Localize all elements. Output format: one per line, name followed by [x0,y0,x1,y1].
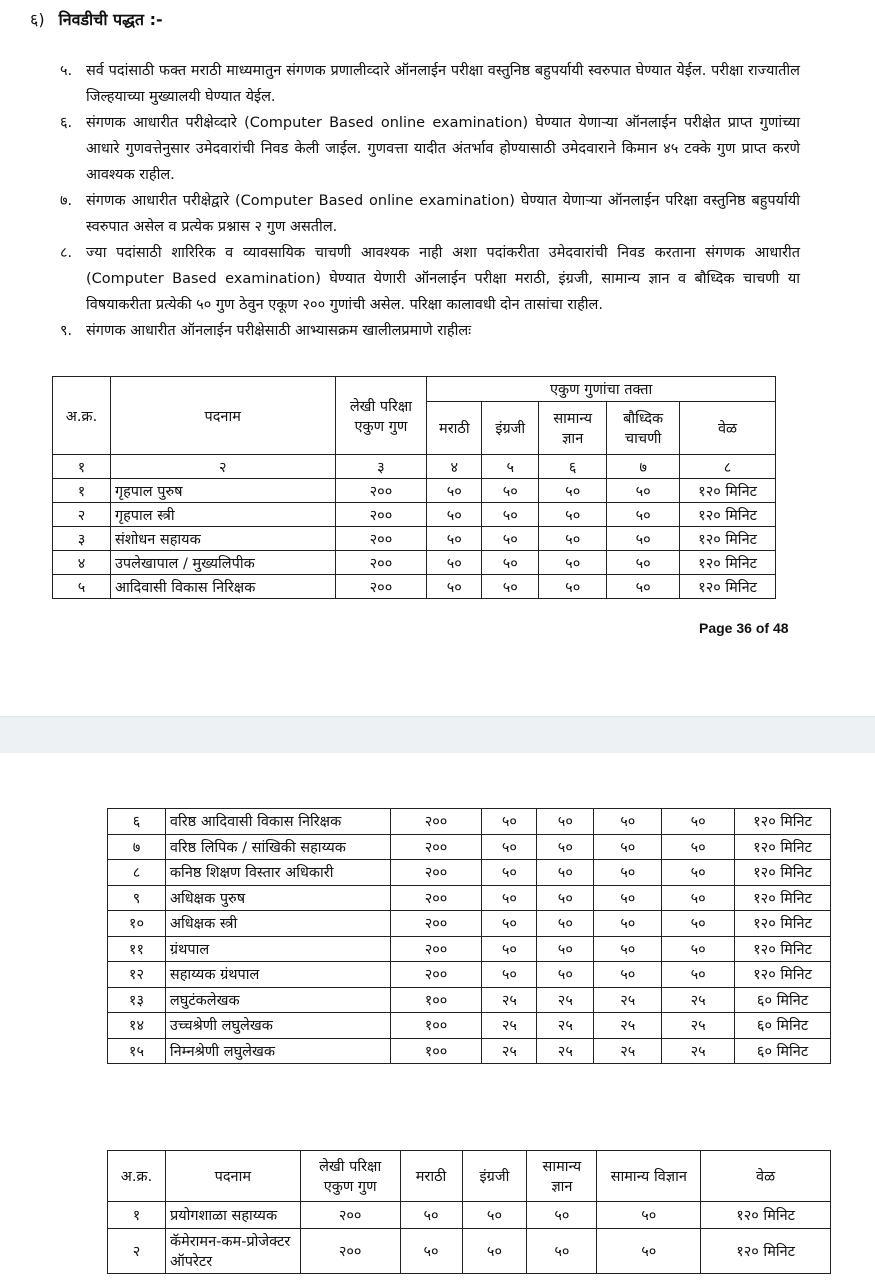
cell: ३ [53,527,111,551]
cell: २५ [662,1013,735,1039]
cell: १२० मिनिट [735,809,831,835]
cell: ५० [482,885,537,911]
header-marathi: मराठी [427,402,482,455]
cell: २०० [335,503,427,527]
header-gk: सामान्य ज्ञान [527,1151,597,1202]
cell: ५० [482,479,539,503]
table-row [108,809,831,835]
col-number: ५ [482,455,539,479]
cell: ५० [539,479,607,503]
cell: १२० मिनिट [680,575,776,599]
cell: १२० मिनिट [735,834,831,860]
list-item [60,58,800,110]
cell: ६० मिनिट [735,1013,831,1039]
cell: कनिष्ठ शिक्षण विस्तार अधिकारी [165,860,390,886]
header-gk: सामान्य ज्ञान [539,402,607,455]
cell: २०० [335,575,427,599]
cell: ५० [662,834,735,860]
marks-table-1 [52,376,776,599]
cell: सहाय्यक ग्रंथपाल [165,962,390,988]
cell: ५० [427,527,482,551]
footer-page: 36 [736,620,752,636]
col-number: ७ [607,455,680,479]
item-number: ८. [60,245,73,261]
cell: १२० मिनिट [680,479,776,503]
col-number: १ [53,455,111,479]
cell: २५ [482,1013,537,1039]
table-row [53,551,776,575]
cell: ५० [427,575,482,599]
header-reasoning: बौध्दिक चाचणी [607,402,680,455]
cell: ५० [427,479,482,503]
cell: ११ [108,936,166,962]
marks-table-2 [107,808,831,1064]
cell: १२० मिनिट [680,503,776,527]
cell: ५० [482,551,539,575]
cell: ५० [482,860,537,886]
cell: २०० [390,962,482,988]
list-item [60,188,800,240]
footer-total: 48 [772,620,789,636]
cell: १२० मिनिट [701,1229,831,1274]
cell: ५० [662,936,735,962]
item-number: ५. [60,63,73,79]
col-number: ४ [427,455,482,479]
cell: ५० [537,834,594,860]
cell: ग्रंथपाल [165,936,390,962]
item-text: ज्या पदांसाठी शारिरिक व व्यावसायिक चाचणी आवश्यक नाही अशा पदांकरीता उमेदवारांची निवड करताना संगणक आधारीत (Computer Based examination) घेण्यात येणारी ऑनलाईन परीक्षा मराठी, इंग्रजी, सामान्य ज्ञान व बौध्दिक चाचणी या विषयाकरीता प्रत्येकी ५० गुण ठेवुन एकूण २०० गुणांची असेल. परिक्षा कालावधी दोन तासांचा राहील. [86,245,800,313]
cell: ५० [597,1229,701,1274]
cell: ५० [607,527,680,551]
cell: ५० [482,527,539,551]
cell: ४ [53,551,111,575]
cell: ५० [597,1202,701,1229]
col-number: ३ [335,455,427,479]
table-row [53,575,776,599]
section-heading [30,8,163,30]
cell: ९ [108,885,166,911]
table-row [53,479,776,503]
cell: १२० मिनिट [680,527,776,551]
cell: ५० [594,860,662,886]
cell: ५० [594,962,662,988]
cell: ५० [537,911,594,937]
header-row [53,377,776,402]
cell: ५० [662,962,735,988]
cell: वरिष्ठ आदिवासी विकास निरिक्षक [165,809,390,835]
cell: २५ [537,1013,594,1039]
table-row [108,1038,831,1064]
cell: १५ [108,1038,166,1064]
cell: ५० [607,551,680,575]
cell: ५० [427,503,482,527]
cell: २०० [335,527,427,551]
cell: ५० [537,962,594,988]
cell: वरिष्ठ लिपिक / सांखिकी सहाय्यक [165,834,390,860]
item-number: ७. [60,193,73,209]
cell: १२० मिनिट [735,962,831,988]
cell: ५० [482,962,537,988]
table-row [108,1013,831,1039]
cell: ५० [607,479,680,503]
table-row [108,834,831,860]
cell: ५० [482,834,537,860]
header-marathi: मराठी [400,1151,462,1202]
cell: २५ [662,1038,735,1064]
cell: गृहपाल स्त्री [110,503,335,527]
cell: १ [108,1202,166,1229]
cell: २०० [335,551,427,575]
cell: कॅमेरामन-कम-प्रोजेक्टर ऑपरेटर [165,1229,300,1274]
cell: ५० [527,1229,597,1274]
cell: २५ [662,987,735,1013]
cell: ५० [539,575,607,599]
cell: संशोधन सहायक [110,527,335,551]
cell: ५० [662,885,735,911]
cell: ५० [539,527,607,551]
cell: ६० मिनिट [735,1038,831,1064]
table-row [53,527,776,551]
cell: गृहपाल पुरुष [110,479,335,503]
header-science: सामान्य विज्ञान [597,1151,701,1202]
list-item [60,110,800,188]
cell: ५० [662,860,735,886]
cell: लघुटंकलेखक [165,987,390,1013]
cell: ५० [662,911,735,937]
cell: उपलेखापाल / मुख्यलिपीक [110,551,335,575]
cell: ५० [607,503,680,527]
cell: ६० मिनिट [735,987,831,1013]
table-row [108,885,831,911]
cell: ५० [462,1202,527,1229]
cell: ५० [427,551,482,575]
cell: १२० मिनिट [735,911,831,937]
cell: १२० मिनिट [701,1202,831,1229]
cell: २५ [594,987,662,1013]
cell: १३ [108,987,166,1013]
header-english: इंग्रजी [482,402,539,455]
item-number: ६. [60,115,73,131]
table-row [108,911,831,937]
cell: २ [53,503,111,527]
cell: १०० [390,1013,482,1039]
cell: ५० [594,936,662,962]
cell: ५० [594,911,662,937]
cell: १ [53,479,111,503]
cell: ६ [108,809,166,835]
cell: ५० [594,834,662,860]
cell: ५० [482,936,537,962]
cell: अधिक्षक पुरुष [165,885,390,911]
table-row [108,987,831,1013]
marks-table-3 [107,1150,831,1274]
cell: ५० [537,809,594,835]
header-total: लेखी परिक्षा एकुण गुण [300,1151,400,1202]
cell: ५० [594,885,662,911]
list-item [60,318,800,344]
cell: ५० [400,1202,462,1229]
cell: उच्चश्रेणी लघुलेखक [165,1013,390,1039]
cell: ५० [537,936,594,962]
cell: ५० [400,1229,462,1274]
footer-prefix: Page [699,620,737,636]
page-break-gap [0,716,875,753]
item-text: सर्व पदांसाठी फक्त मराठी माध्यमातुन संगणक प्रणालीव्दारे ऑनलाईन परीक्षा वस्तुनिष्ठ बहुपर्यायी स्वरुपात घेण्यात येईल. परीक्षा राज्यातील जिल्हयाच्या मुख्यालयी घेण्यात येईल. [86,63,800,105]
header-english: इंग्रजी [462,1151,527,1202]
header-post: पदनाम [165,1151,300,1202]
cell: १२० मिनिट [735,860,831,886]
table-row [108,1202,831,1229]
cell: ५० [482,911,537,937]
cell: २०० [390,809,482,835]
cell: आदिवासी विकास निरिक्षक [110,575,335,599]
cell: २०० [390,834,482,860]
cell: ५० [462,1229,527,1274]
header-post: पदनाम [110,377,335,455]
footer-of: of [751,620,773,636]
cell: १२० मिनिट [735,885,831,911]
cell: ५० [482,809,537,835]
cell: १२० मिनिट [735,936,831,962]
header-time: वेळ [680,402,776,455]
cell: २५ [482,1038,537,1064]
cell: २०० [300,1229,400,1274]
item-number: ९. [60,323,73,339]
cell: १०० [390,1038,482,1064]
cell: ५० [594,809,662,835]
cell: १०० [390,987,482,1013]
cell: २५ [482,987,537,1013]
list-item [60,240,800,318]
cell: निम्नश्रेणी लघुलेखक [165,1038,390,1064]
item-text: संगणक आधारीत परीक्षेद्वारे (Computer Based online examination) घेण्यात येणाऱ्या ऑनलाईन परिक्षा वस्तुनिष्ठ बहुपर्यायी स्वरुपात असेल व प्रत्येक प्रश्नास २ गुण असतील. [86,193,800,235]
cell: ७ [108,834,166,860]
col-number: ६ [539,455,607,479]
table-row [108,962,831,988]
cell: ५० [527,1202,597,1229]
section-number: ६) [30,10,45,29]
cell: अधिक्षक स्त्री [165,911,390,937]
header-sr: अ.क्र. [108,1151,166,1202]
header-sr: अ.क्र. [53,377,111,455]
cell: १० [108,911,166,937]
cell: २०० [300,1202,400,1229]
cell: २०० [390,885,482,911]
cell: ५० [539,503,607,527]
cell: ५० [607,575,680,599]
table-row [108,1229,831,1274]
cell: ५ [53,575,111,599]
col-number: २ [110,455,335,479]
cell: १४ [108,1013,166,1039]
cell: १२० मिनिट [680,551,776,575]
cell: ५० [537,860,594,886]
table-row [108,860,831,886]
page-number-footer [699,620,789,636]
cell: ५० [539,551,607,575]
paragraph-list [60,58,800,344]
cell: २०० [390,860,482,886]
cell: २०० [335,479,427,503]
numbering-row [53,455,776,479]
cell: २५ [537,1038,594,1064]
cell: ५० [482,575,539,599]
table-row [108,936,831,962]
cell: २०० [390,911,482,937]
header-row [108,1151,831,1202]
header-group: एकुण गुणांचा तक्ता [427,377,776,402]
section-title: निवडीची पद्धत :- [58,10,163,29]
cell: प्रयोगशाळा सहाय्यक [165,1202,300,1229]
cell: ५० [537,885,594,911]
item-text: संगणक आधारीत परीक्षेव्दारे (Computer Based online examination) घेण्यात येणाऱ्या ऑनलाईन परीक्षेत प्राप्त गुणांच्या आधारे गुणवत्तेनुसार उमेदवारांची निवड केली जाईल. गुणवत्ता यादीत अंतर्भाव होण्यासाठी उमेदवाराने किमान ४५ टक्के गुण प्राप्त करणे आवश्यक राहील. [86,115,800,183]
table-row [53,503,776,527]
cell: ५० [482,503,539,527]
cell: २५ [537,987,594,1013]
cell: २ [108,1229,166,1274]
cell: २०० [390,936,482,962]
col-number: ८ [680,455,776,479]
cell: ८ [108,860,166,886]
header-time: वेळ [701,1151,831,1202]
cell: ५० [662,809,735,835]
header-total: लेखी परिक्षा एकुण गुण [335,377,427,455]
cell: १२ [108,962,166,988]
cell: २५ [594,1038,662,1064]
item-text: संगणक आधारीत ऑनलाईन परीक्षेसाठी आभ्यासक्रम खालीलप्रमाणे राहीलः [86,323,472,339]
cell: २५ [594,1013,662,1039]
